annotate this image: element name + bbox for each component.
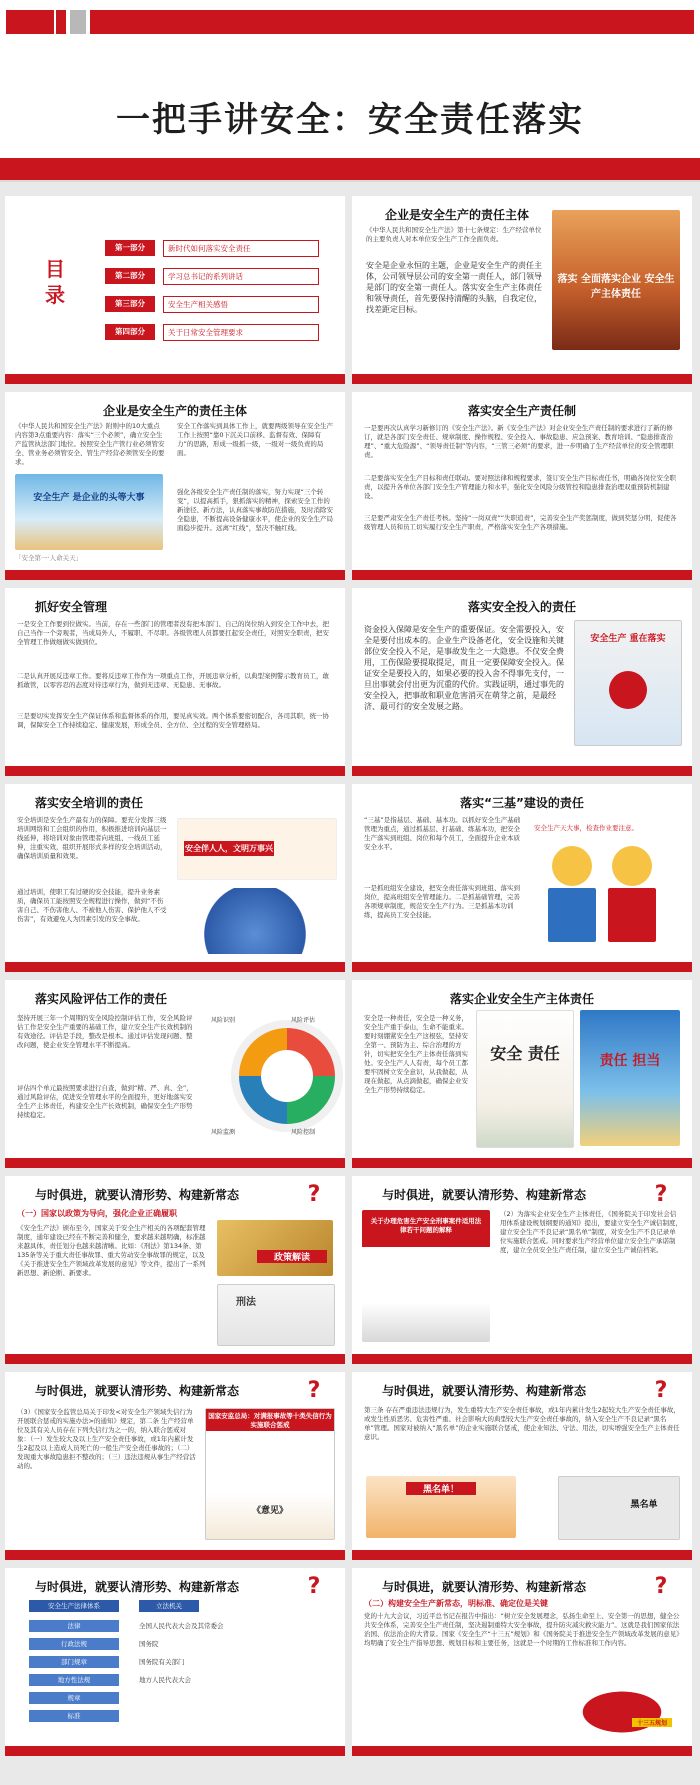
slide-investment bbox=[352, 588, 692, 776]
law-quote: 《中华人民共和国安全生产法》第十七条规定：生产经营单位的主要负责人对本单位安全生产工作全面负责。 bbox=[366, 226, 542, 243]
diagram-note: 全国人民代表大会及其常委会 bbox=[139, 1622, 224, 1630]
poster-text: 黑名单！ bbox=[406, 1482, 476, 1495]
poster-text: 安全生产 是企业的头等大事 bbox=[33, 493, 145, 503]
slide-main-subject-1 bbox=[352, 196, 692, 384]
image-label: 刑法 bbox=[236, 1297, 256, 1308]
toc-tag: 第一部分 bbox=[105, 240, 155, 256]
slide-footer-bar bbox=[352, 1550, 692, 1560]
worker-cartoon-body bbox=[548, 888, 596, 942]
slide-footer-bar bbox=[5, 1746, 345, 1756]
body-text: 强化各级安全生产责任制的落实，努力实现“三个转变”，以提高抓手，狠抓落实的精神，探索安全工作的新途径、新方法，认真落实事故防范措施，及时消除安全隐患，不断提高设备健康水平，使企业的安全生产局面稳步提升。远离“红线”，坚决不触红线。 bbox=[177, 488, 333, 532]
poster-sub: 《意见》 bbox=[251, 1506, 288, 1516]
diagram-node: 地方性法规 bbox=[29, 1674, 119, 1686]
question-mark-icon: ? bbox=[654, 1182, 668, 1207]
toc-tag: 第二部分 bbox=[105, 268, 155, 284]
body-text: 安全是企业永恒的主题，企业是安全生产的责任主体，公司领导层公司的安全第一责任人，部门领导是部门的安全第一责任人。落实安全生产主体责任和领导责任，首先要保持清醒的头脑，自我定位，找差距定目标。 bbox=[366, 261, 542, 314]
law-quote: 《中华人民共和国安全生产法》附则中的10大重点内容第3点重要内容：落实“三个必须”，确立安全生产监管执法部门地位。按照安全生产管行业必须管安全、管业务必须管安全、管生产经营必须管安全的要求。 bbox=[15, 422, 165, 466]
cover-accent-block bbox=[6, 10, 54, 34]
slide-footer-bar bbox=[352, 1746, 692, 1756]
body-text: 资金投入保障是安全生产的重要保证。安全需要投入，安全是要付出成本的。企业生产设备老化，安全设施和关键部位安全投入不足，是事故发生之一大隐患。不仅安全费用，工伤保险要提取提足，而且一定要保障安全投入。保证安全是要投入的，如果必要的投入舍不得事先支付，一旦出事就会付出更为沉重的代价。实践证明，通过事先的安全投入，把事故和职业危害消灭在萌芽之前，是最经济、最可行的安全发展之路。 bbox=[364, 625, 564, 711]
body-text: 安全工作落实到具体工作上，就要两级领导在安全生产工作上按照“靠0下沉关口前移、监督有效、保障有力”的思路，形成一级抓一级，一级对一级负责的局面。 bbox=[177, 422, 333, 457]
cover-top-bar bbox=[90, 10, 694, 34]
diagram-node: 行政法规 bbox=[29, 1638, 119, 1650]
toc-item-3[interactable] bbox=[105, 296, 315, 312]
slide-footer-bar bbox=[5, 1158, 345, 1168]
risk-cycle-diagram bbox=[231, 1020, 343, 1132]
yuan-icon bbox=[609, 671, 647, 709]
diagram-node: 立法机关 bbox=[139, 1600, 199, 1612]
slide-footer-bar bbox=[352, 374, 692, 384]
safety-banner-image bbox=[15, 474, 163, 550]
image-caption: 「安全第一·人命关天」 bbox=[15, 554, 83, 562]
slide-title: 落实安全培训的责任 bbox=[35, 796, 144, 810]
safety-calligraphy-poster bbox=[476, 1010, 574, 1148]
body-text: 安全培训是安全生产最有力的保障。要充分发挥三级培训网络和工会组织的作用，积极推进培训向基层一线延伸，将培训对象由管理者向班组、一线员工延伸，注重实效，组织开展形式多样的安全培训活动，确保培训质量和效果。 bbox=[17, 816, 167, 860]
worker-cartoon-image bbox=[552, 846, 592, 886]
slide-new-normal-4 bbox=[352, 1372, 692, 1560]
slide-training bbox=[5, 784, 345, 972]
banner-text: 安全伴人人，文明万事兴 bbox=[184, 841, 274, 856]
slide-new-normal-2 bbox=[352, 1176, 692, 1364]
slide-footer-bar bbox=[352, 1158, 692, 1168]
slide-footer-bar bbox=[352, 1354, 692, 1364]
question-mark-icon: ? bbox=[307, 1574, 321, 1599]
question-mark-icon: ? bbox=[654, 1378, 668, 1403]
slide-new-normal-5 bbox=[5, 1568, 345, 1756]
question-mark-icon: ? bbox=[307, 1182, 321, 1207]
diagram-note: 国务院 bbox=[139, 1640, 159, 1648]
toc-tag: 第三部分 bbox=[105, 296, 155, 312]
toc-tag: 第四部分 bbox=[105, 324, 155, 340]
diagram-node: 标准 bbox=[29, 1710, 119, 1722]
slide-title: 与时俱进，就要认清形势、构建新常态 bbox=[35, 1580, 240, 1594]
judicial-interpretation-image bbox=[362, 1210, 490, 1342]
body-text: （2）为落实企业安全生产主体责任，《国务院关于印发社会信用体系建设规划纲要的通知》提出，要建立安全生产诚信制度，建立安全生产不良记录“黑名单”制度，对安全生产不良记录单位实施联合惩戒。同时要求生产经营单位建立安全生产承诺制度，建立全员安全生产责任制，建立安全生产诚信档案。 bbox=[500, 1210, 682, 1254]
image-label: 政策解读 bbox=[257, 1250, 327, 1263]
cover-accent-block bbox=[70, 10, 86, 34]
slide-new-normal-6 bbox=[352, 1568, 692, 1756]
toc-item-2[interactable] bbox=[105, 268, 315, 284]
body-text: （3）《国家安全监管总局关于印发<对安全生产领域失信行为开展联合惩戒的实施办法>的通知》规定，第二条 生产经营单位及其有关人员存在下列失信行为之一的，纳入联合惩戒对象：（一）发生较大及以上生产安全责任事故，或1年内累计发生2起及以上造成人员死亡的一般生产安全责任事故的；（二）发现重大事故隐患拒不整改的；（三）违法违规从事生产经营活动的。 bbox=[17, 1408, 196, 1470]
toc-item-1[interactable] bbox=[105, 240, 315, 256]
toc-label: 安全生产相关感悟 bbox=[163, 296, 319, 313]
diagram-label: 风险识别 bbox=[211, 1017, 236, 1024]
body-text: 二是认真开展反违章工作。要将反违章工作作为一项重点工作，开展违章分析，以典型案例警示教育员工，敢抓敢管，以零容忍的态度对待违章行为，做到无违章、无隐患、无事故。 bbox=[17, 672, 329, 689]
body-text: 党的十九大会议，习近平总书记在报告中指出：“树立安全发展理念，弘扬生命至上、安全第一的思想，健全公共安全体系，完善安全生产责任制，坚决遏制重特大安全事故，提升防灾减灾救灾能力”。这就是我们国家依法治国、依法治企的大背景。国家《安全生产“十三五”规划》和《国务院关于推进安全生产领域改革发展的意见》均明确了安全生产指导思想、规划目标和主要任务，这就是一个时期的工作标准和工作内容。 bbox=[364, 1612, 680, 1647]
blacklist-document-image bbox=[558, 1476, 680, 1540]
body-text: 通过培训，使职工有过硬的安全技能，提升业务素质，确保员工能按照安全规程进行操作，做到“不伤害自己、不伤害他人、不被他人伤害、保护他人不受伤害”，有效避免人为因素引发的安全事故。 bbox=[17, 888, 167, 923]
law-image bbox=[217, 1284, 335, 1346]
slide-title: 与时俱进，就要认清形势、构建新常态 bbox=[35, 1384, 240, 1398]
section-subhead: （二）构建安全生产新常态，明标准、确定位是关键 bbox=[364, 1599, 548, 1608]
toc-slide bbox=[5, 196, 345, 384]
slide-title: 落实“三基”建设的责任 bbox=[460, 796, 584, 810]
slide-risk bbox=[5, 980, 345, 1168]
risk-cycle-center bbox=[261, 1050, 313, 1102]
poster-text: 落实 全面落实企业 安全生产主体责任 bbox=[557, 274, 675, 300]
slide-new-normal-1 bbox=[5, 1176, 345, 1364]
slide-main-subject-2 bbox=[5, 392, 345, 580]
body-text: 第三条 存在严重违法违规行为，发生重特大生产安全责任事故，或1年内累计发生2起较大生产安全责任事故，或发生性质恶劣、危害性严重、社会影响大的典型较大生产安全责任事故的，纳入安全生产不良记录“黑名单”管理。国家对被纳入“黑名单”的企业实施联合惩戒，使企业知法、守法、用法，切实增强安全生产主体责任意识。 bbox=[364, 1406, 680, 1441]
slide-responsibility-system bbox=[352, 392, 692, 580]
diagram-node: 安全生产法律体系 bbox=[29, 1600, 119, 1612]
slide-title: 企业是安全生产的责任主体 bbox=[384, 208, 529, 222]
china-map-image bbox=[572, 1686, 672, 1738]
slide-new-normal-3 bbox=[5, 1372, 345, 1560]
slide-title: 落实安全生产责任制 bbox=[467, 404, 576, 418]
cover-bottom-bar bbox=[0, 158, 700, 180]
body-text: 三是要切实发挥安全生产保证体系和监督体系的作用，要见真实效。两个体系要密切配合，各司其职，统一协调，保障安全工作持续稳定、健康发展，形成全员、全方位、全过程的安全管理格局。 bbox=[17, 712, 329, 729]
slide-footer-bar bbox=[5, 1550, 345, 1560]
toc-label: 新时代如何落实安全责任 bbox=[163, 240, 319, 257]
worker-cartoon-body bbox=[608, 888, 656, 942]
diagram-note: 地方人民代表大会 bbox=[139, 1676, 191, 1684]
body-text: 三是要严肃安全生产责任考核。坚持“一岗双责”“失职追责”，完善安全生产奖惩制度，做到奖惩分明，促使各级管理人员和员工切实履行安全生产职责，严格落实安全生产各项措施。 bbox=[364, 514, 677, 531]
body-text: 一是要再次认真学习新修订的《安全生产法》。新《安全生产法》对企业安全生产责任制的要求进行了新的修订，就是各部门安全责任、规章制度、操作规程、安全投入、事故隐患、应急预案、教育培训、“隐患排查治理”、“重大危险源”、“领导责任制”等内容，“三管三必须”的要求，进一步明确了生产经营单位的安全管理职责。 bbox=[364, 424, 674, 459]
slide-footer-bar bbox=[5, 962, 345, 972]
worker-cartoon-image bbox=[612, 846, 652, 886]
diagram-node: 部门规章 bbox=[29, 1656, 119, 1668]
body-text: 一是安全工作要到位做实。当前，存在一些部门的管理者没有把本部门、自己的岗位纳入到安全工作中去，把自己当作一个旁观者，当成局外人，不履职、不尽职。各级管理人员都要扛起安全责任，对照安全职责，把安全管理工作做细做实做到位。 bbox=[17, 620, 329, 646]
diagram-label: 风险控制 bbox=[291, 1129, 316, 1136]
slide-title: 企业是安全生产的责任主体 bbox=[102, 404, 247, 418]
slide-footer-bar bbox=[352, 962, 692, 972]
classroom-image bbox=[185, 888, 325, 954]
slide-title: 与时俱进，就要认清形势、构建新常态 bbox=[382, 1188, 587, 1202]
slide-management bbox=[5, 588, 345, 776]
diagram-label: 风险评估 bbox=[291, 1017, 316, 1024]
cover-slide bbox=[0, 0, 700, 182]
legal-system-diagram bbox=[29, 1600, 329, 1740]
policy-image bbox=[217, 1220, 333, 1276]
slide-footer-bar bbox=[5, 1354, 345, 1364]
poster-title: 国家安监总局：对满报事故等十类失信行为实施联合惩戒 bbox=[206, 1409, 334, 1431]
slide-footer-bar bbox=[5, 766, 345, 776]
cartoon-caption: 安全生产天大事，检查作业要注意。 bbox=[534, 824, 638, 832]
toc-item-4[interactable] bbox=[105, 324, 315, 340]
diagram-node: 规章 bbox=[29, 1692, 119, 1704]
poster-text: 安全 责任 bbox=[490, 1044, 560, 1063]
toc-label: 关于日常安全管理要求 bbox=[163, 324, 319, 341]
doc-title: 关于办理危害生产安全刑事案件适用法律若干问题的解释 bbox=[370, 1217, 482, 1234]
body-text: 评估四个单元最按照要求进行自查，做到“精、严、真、全”，通过风险评估，促进安全管理水平的全面提升，更好地落实安全生产主体责任，构建安全生产长效机制，确保安全生产形势持续稳定。 bbox=[17, 1084, 193, 1119]
slide-title: 落实风险评估工作的责任 bbox=[35, 992, 168, 1006]
slide-enterprise-subject bbox=[352, 980, 692, 1168]
safety-poster-image bbox=[552, 210, 680, 350]
toc-title: 目录 bbox=[45, 257, 65, 307]
investment-poster-image bbox=[574, 620, 682, 746]
body-text: 《安全生产法》颁布至今，国家关于安全生产相关的各项配套管理制度，通年建设已经在不断完善和健全，要求越来越明确，标准越来越具体，责任划分也越来越清晰。比如：《刑法》第134条、第135条等关于重大责任事故罪、重大劳动安全事故罪的规定，以及《关于推进安全生产领域改革发展的意见》等文件，提出了一系列新思想、新论断、新要求。 bbox=[17, 1224, 206, 1277]
responsibility-poster bbox=[580, 1010, 680, 1146]
diagram-node: 法律 bbox=[29, 1620, 119, 1632]
cover-accent-block bbox=[56, 10, 66, 34]
slide-title: 落实企业安全生产主体责任 bbox=[449, 992, 594, 1006]
slide-footer-bar bbox=[352, 766, 692, 776]
poster-text: 安全生产 重在落实 bbox=[590, 634, 666, 644]
slide-footer-bar bbox=[5, 570, 345, 580]
slide-title: 与时俱进，就要认清形势、构建新常态 bbox=[382, 1580, 587, 1594]
slide-title: 与时俱进，就要认清形势、构建新常态 bbox=[35, 1188, 240, 1202]
training-banner-image bbox=[177, 818, 337, 880]
poster-text: 黑名单 bbox=[630, 1500, 658, 1510]
question-mark-icon: ? bbox=[307, 1378, 321, 1403]
slide-title: 抓好安全管理 bbox=[35, 600, 108, 614]
body-text: “三基”是指基层、基础、基本功。以抓好安全生产基础管理为重点，通过抓基层、打基础、练基本功，把安全生产落实到班组、岗位和每个员工，全面提升企业本质安全水平。 bbox=[364, 816, 521, 851]
slide-title: 落实安全投入的责任 bbox=[467, 600, 576, 614]
body-text: 坚持开展三年一个周期的安全风险控制评估工作，安全风险评估工作是安全生产重要的基础工作，建立安全生产长效机制的有效途径。评估是手段，整改是根本。通过评估发现问题、整改问题，使企业安全管理水平不断提高。 bbox=[17, 1014, 193, 1049]
body-text: 安全是一种责任，安全是一种义务，安全生产重于泰山，生命不能重来。要时刻绷紧安全生产这根弦，坚持安全第一、预防为主、综合治理的方针，切实把安全生产主体责任落到实处。安全生产人人有责，每个员工都要牢固树立安全意识，从我做起，从现在做起，从点滴做起，确保企业安全生产形势持续稳定。 bbox=[364, 1014, 468, 1094]
section-subhead: （一）国家以政策为导向，强化企业正确履职 bbox=[17, 1209, 177, 1218]
body-text: 一是抓班组安全建设，把安全责任落实到班组、落实到岗位，提高班组安全管理能力。二是抓基础管理，完善各项规章制度，规范安全生产行为。三是抓基本功训练，提高员工安全技能。 bbox=[364, 884, 520, 919]
punishment-notice-image bbox=[205, 1408, 335, 1540]
question-mark-icon: ? bbox=[654, 1574, 668, 1599]
slide-three-basics bbox=[352, 784, 692, 972]
poster-text: 责任 担当 bbox=[599, 1053, 661, 1069]
slide-footer-bar bbox=[5, 374, 345, 384]
diagram-note: 国务院有关部门 bbox=[139, 1658, 185, 1666]
cover-title: 一把手讲安全：安全责任落实 bbox=[116, 100, 584, 140]
toc-label: 学习总书记的系列讲话 bbox=[163, 268, 319, 285]
blacklist-cartoon-image bbox=[366, 1476, 516, 1538]
diagram-label: 风险监测 bbox=[211, 1129, 236, 1136]
map-label: 十三五规划 bbox=[632, 1718, 672, 1727]
slide-title: 与时俱进，就要认清形势、构建新常态 bbox=[382, 1384, 587, 1398]
body-text: 二是要落实安全生产目标和责任联动。要对照法律和规程要求，签订安全生产目标责任书，明确各岗位安全职责，以提升各单位各部门安全生产管理能力和水平，强化安全风险分级管控和隐患排查治理双重预防机制建设。 bbox=[364, 474, 676, 500]
slide-footer-bar bbox=[352, 570, 692, 580]
